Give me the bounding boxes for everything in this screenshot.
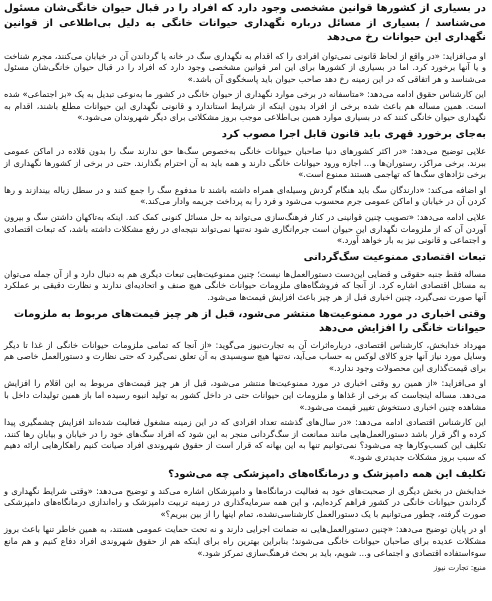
source-credit: منبع: تجارت نیوز xyxy=(433,563,486,573)
paragraph-7: مهرداد خدابخش، کارشناس اقتصادی، درباره‌اثرات آن به تجارت‌نیوز می‌گوید: «از آنجا که تمامی ملزومات حیوانات خانگی از غذا تا دیگر وسایل مورد نیاز آنها جزو کالای لوکس به حساب می‌آید، نه‌تنها هیچ سوبسیدی به آن تعلق نمی‌گیرد که حتی نظارت و دستورالعمل خاصی هم برای قیمت‌گذاری این محصولات وجود ندارد.» xyxy=(4,339,486,373)
subheading-2: تبعات اقتصادی ممنوعیت سگ‌گردانی xyxy=(303,251,486,263)
paragraph-1: او می‌افزاید: «در واقع از لحاظ قانونی نمی‌توان افرادی را که اقدام به نگهداری سگ در خانه یا گرداندن آن در خیابان می‌کنند، مجرم شناخت و یا آنها برخورد کرد. اما در بسیاری از کشورها برای این امر قوانین مشخصی وجود دارد که افراد را در قبال حیوان خانگی‌شان مسئول می‌شناسد و هر اتفاقی که در این زمینه رخ دهد صاحب حیوان باید پاسخگوی آن باشد.» xyxy=(4,50,486,84)
article-lead: در بسیاری از کشورها قوانین مشخصی وجود دارد که افراد را در قبال حیوان خانگی‌شان مسئول می‌شناسد / بسیاری از مسائل درباره نگهداری حیوانات خانگی به دلیل بی‌اطلاعی از قوانین نگهداری این حیوانات رخ می‌دهد xyxy=(4,3,486,43)
paragraph-10: خدابخش در بخش دیگری از صحبت‌های خود به فعالیت درمانگاه‌ها و دامپزشکان اشاره می‌کند و توضیح می‌دهد: «وقتی شرایط نگهداری و گرداندن حیوانات خانگی در کشور فراهم کرده‌ایم، و این همه سرمایه‌گذاری در زمینه تربیت دامپزشک و راه‌اندازی درمانگاه‌های دامپزشکی صورت گرفته، چطور می‌توانیم با یک دستورالعمل کارشناسی‌نشده، تمام اینها را از بین ببریم؟» xyxy=(4,485,486,519)
paragraph-4: او اضافه می‌کند: «دارندگان سگ باید هنگام گردش وسیله‌ای همراه داشته باشند تا مدفوع سگ را جمع کنند و در سطل زباله بیندازند و رها کردن آن در خیابان و اماکن عمومی جرم محسوب می‌شود و فرد را به پرداخت جریمه وادار می‌کند.» xyxy=(4,184,486,207)
paragraph-3: علایی توضیح می‌دهد: «در اکثر کشورهای دنیا صاحبان حیوانات خانگی به‌خصوص سگ‌ها حق ندارند سگ را بدون قلاده در اماکن عمومی ببرند. برخی مراکز، رستوران‌ها و... اجازه ورود حیوانات خانگی دارند و همه باید به آن احترام بگذارند. حتی در برخی از کشورها نگهداری از برخی نژادهای سگ‌ها که تهاجمی هستند ممنوع است.» xyxy=(4,146,486,180)
subheading-4: تکلیف این همه دامپزشک و درمانگاه‌های دامپزشکی چه می‌شود؟ xyxy=(168,468,486,480)
subheading-1: به‌جای برخورد قهری باید قانون قابل اجرا مصوب کرد xyxy=(221,129,486,141)
paragraph-2: این کارشناس حقوق ادامه می‌دهد: «متاسفانه در برخی موارد نگهداری از حیوان خانگی در کشور ما به‌نوعی تبدیل به یک «بز اجتماعی» شده است. همین مساله هم باعث شده برخی از افراد بدون اینکه از شرایط استاندارد و قانونی نگهداری این حیوانات مطلع باشند، اقدام به نگهداری حیوان خانگی کنند که در بسیاری موارد همین بی‌اطلاعی موجب بروز مشکلاتی برای دیگر شهروندان می‌شود.» xyxy=(4,89,486,123)
paragraph-11: او در پایان توضیح می‌دهد: «چنین دستورالعمل‌هایی نه ضمانت اجرایی دارند و نه تحت حمایت عمومی هستند، به همین خاطر تنها باعث بروز مشکلات عدیده برای صاحبان حیوانات خانگی می‌شوند؛ بنابراین بهترین راه برای اینکه هم از حقوق شهروندی افراد دفاع کنیم و هم مانع سوءاستفاده اقتصادی و اجتماعی و... شویم، باید بر بحث فرهنگ‌سازی تمرکز شود.» xyxy=(4,524,486,558)
subheading-3: وقتی اخباری در مورد ممنوعیت‌ها منتشر می‌شود، قبل از هر چیز قیمت‌های مربوط به ملزومات حیوانات خانگی را افزایش می‌دهد xyxy=(13,308,486,334)
paragraph-8: او می‌افزاید: «از همین رو وقتی اخباری در مورد ممنوعیت‌ها منتشر می‌شود، قبل از هر چیز قیمت‌های مربوط به این اقلام را افزایش می‌دهد. مساله اینجاست که برخی از غذاها و ملزومات این حیوانات حتی در داخل کشور به تولید انبوه رسیده اما باز همین تولیدات داخل با مشاهده چنین اخباری دستخوش تغییر قیمت می‌شود.» xyxy=(4,378,486,412)
paragraph-5: علایی ادامه می‌دهد: «تصویب چنین قوانینی در کنار فرهنگ‌سازی می‌تواند به حل مسائل کنونی کمک کند. اینکه به‌تاکهان داشتن سگ و بیرون آوردن آن که از ملزومات نگهداری این حیوان است جرم‌انگاری شود نه‌تنها نمی‌تواند نتیجه‌ای در رفع مشکلات داشته باشد، که تبعات اقتصادی و اجتماعی و قانونی نیز به بار خواهد آورد.» xyxy=(4,212,486,246)
paragraph-6: مساله فقط جنبه حقوقی و قضایی این‌دست دستورالعمل‌ها نیست؛ چنین ممنوعیت‌هایی تبعات دیگری هم به دنبال دارد و از آن جمله می‌توان به مسائل اقتصادی اشاره کرد. از آنجا که فروشگاه‌های ملزومات حیوانات خانگی هیچ صنف و اتحادیه‌ای ندارند و نظارت دقیقی بر عملکرد آنها صورت نمی‌گیرد، چنین اخباری قبل از هر چیز باعث افزایش قیمت‌ها می‌شود. xyxy=(4,268,486,302)
paragraph-9: این کارشناس اقتصادی ادامه می‌دهد: «در سال‌های گذشته تعداد افرادی که در این زمینه مشغول فعالیت شده‌اند افزایش چشمگیری پیدا کرده و اگر قرار باشد دستورالعمل‌هایی مانند ممانعت از سگ‌گردانی منجر به این شود که افراد سگ‌های خود را در خیابان و بیابان رها کنند، تکلیف این کسب‌وکارها چه می‌شود؟ نمی‌توانیم تنها به این بهانه که قرار است از حقوق شهروندی افراد صیانت کنیم راهکارهایی ارائه دهیم که سبب بروز مشکلات جدیدتری شود.» xyxy=(4,417,486,462)
